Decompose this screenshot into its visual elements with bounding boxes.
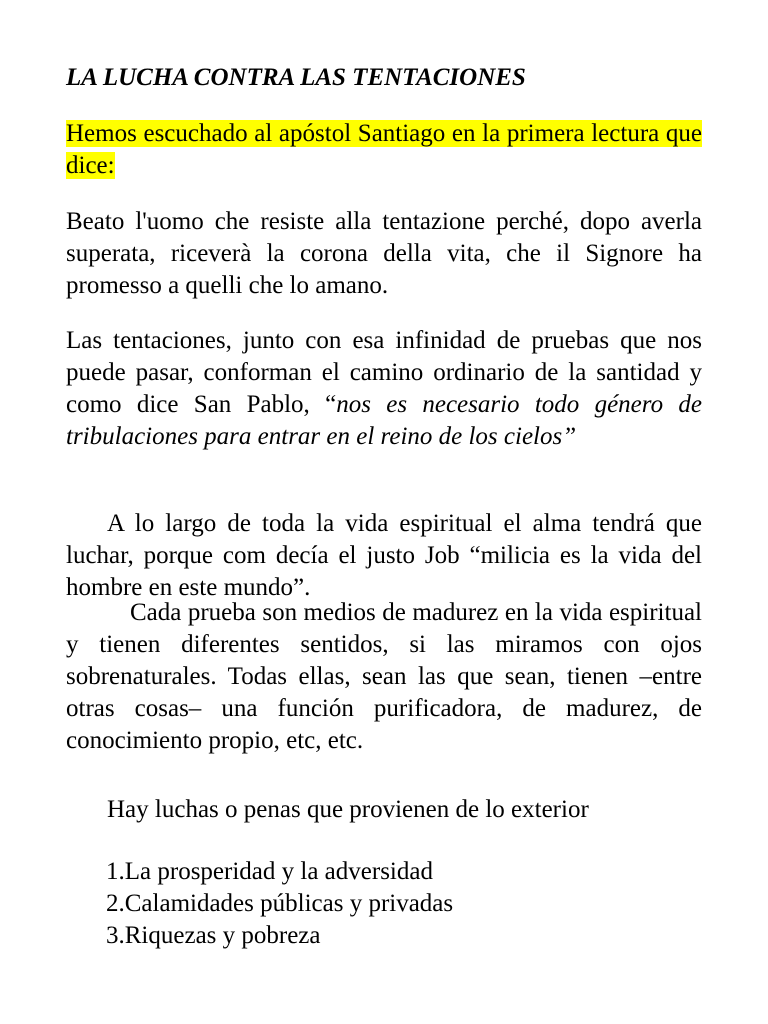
quote-paragraph: Beato l'uomo che resiste alla tentazione perché, dopo averla superata, riceverà la corona della vita, che il Signore ha promesso a quelli che lo amano. xyxy=(66,208,702,299)
intro-paragraph xyxy=(66,118,702,182)
document-title: LA LUCHA CONTRA LAS TENTACIONES xyxy=(66,64,526,91)
temptations-text: Las tentaciones, junto con esa infinidad de pruebas que nos puede pasar, conforman el camino ordinario de la santidad y como dice San Pablo, “ xyxy=(66,327,702,418)
list-item: 3.Riquezas y pobreza xyxy=(106,922,321,949)
exterior-struggles-line: Hay luchas o penas que provienen de lo exterior xyxy=(107,796,589,823)
list-item: 2.Calamidades públicas y privadas xyxy=(106,890,454,917)
spiritual-life-paragraph: A lo largo de toda la vida espiritual el alma tendrá que luchar, porque com decía el justo Job “milicia es la vida del hombre en este mundo”. xyxy=(66,510,702,601)
list-item: 1.La prosperidad y la adversidad xyxy=(106,858,433,885)
san-pablo-quote: nos es necesario todo género de tribulaciones para entrar en el reino de los cielos” xyxy=(66,391,702,450)
trials-paragraph: Cada prueba son medios de madurez en la vida espiritual y tienen diferentes sentidos, si las miramos con ojos sobrenaturales. Todas ellas, sean las que sean, tienen –entre otras cosas– una función purificadora, de madurez, de conocimiento propio, etc, etc. xyxy=(66,599,702,754)
temptations-paragraph xyxy=(66,325,702,453)
highlighted-text: Hemos escuchado al apóstol Santiago en la primera lectura que dice: xyxy=(66,120,702,179)
